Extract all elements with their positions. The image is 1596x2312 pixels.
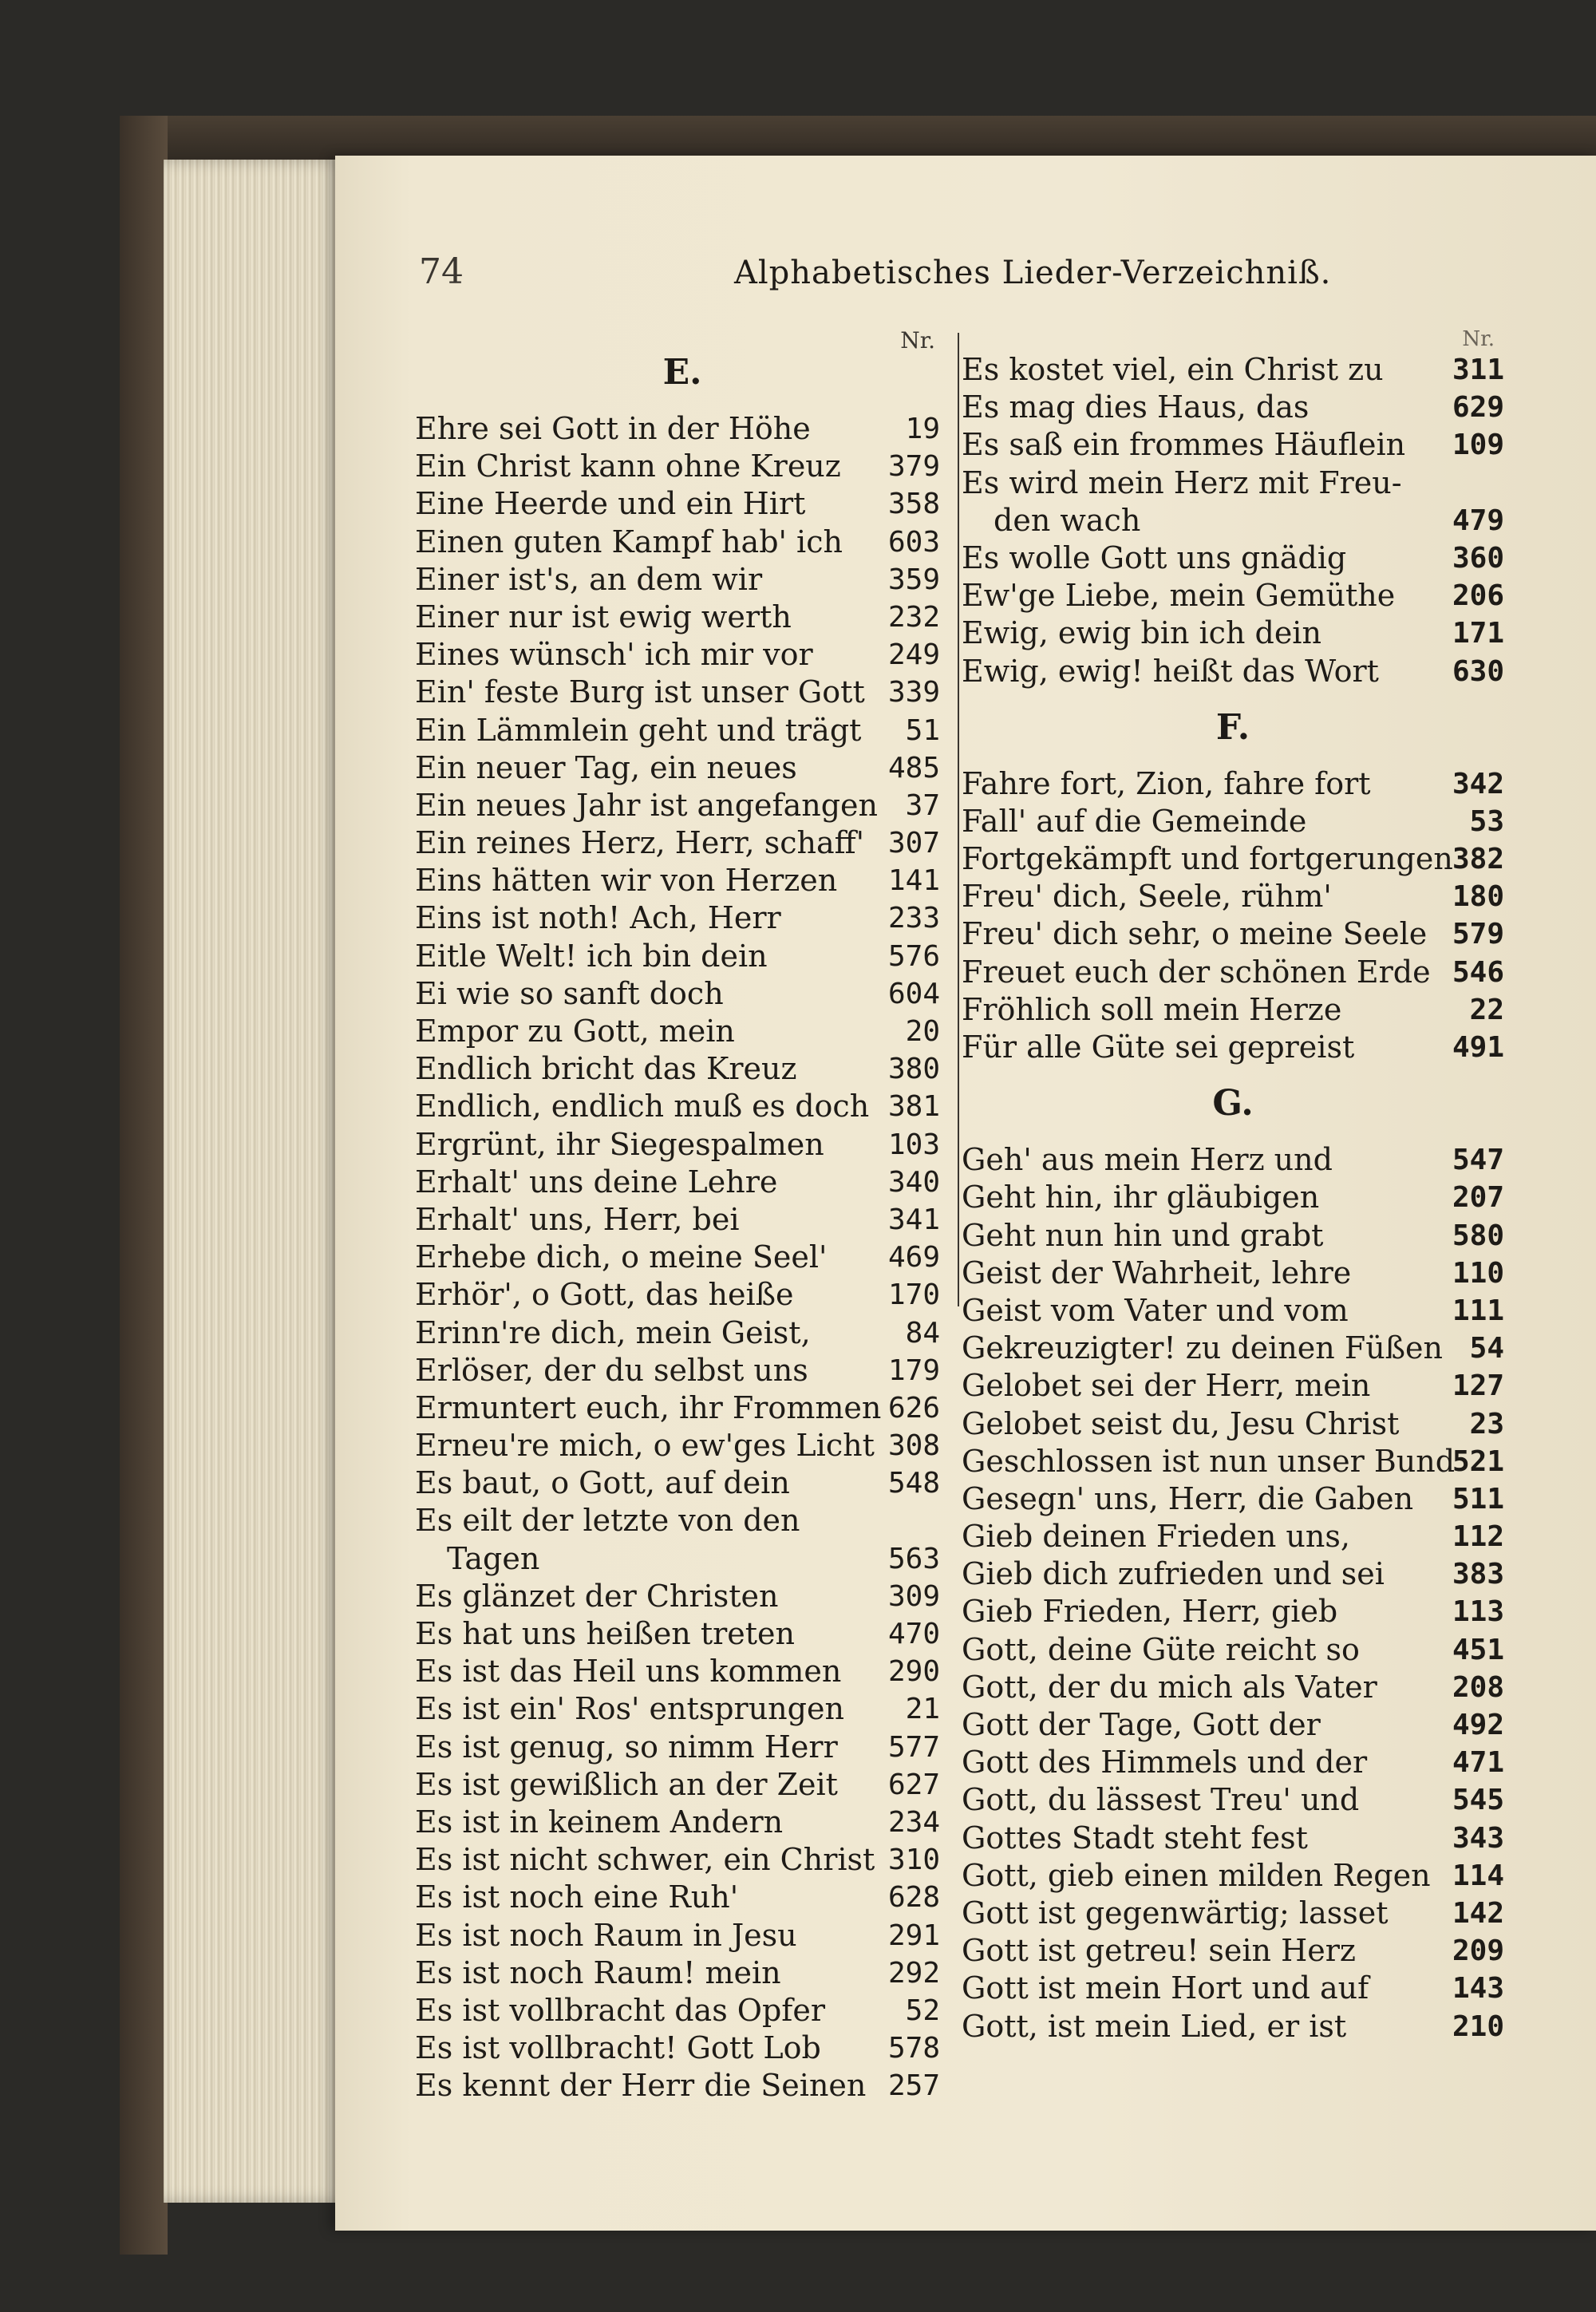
list-item [415,1389,950,1427]
hymn-title: Gott, der du mich als Vater [962,1669,1377,1705]
hymn-title: Ein Lämmlein geht und trägt [415,712,862,748]
hymn-number: 548 [887,1467,940,1500]
list-item [415,1201,950,1239]
hymn-title: Ewig, ewig! heißt das Wort [962,653,1379,689]
hymn-number: 360 [1452,541,1504,575]
list-item [962,653,1504,690]
list-item [415,749,950,787]
hymn-title: Fahre fort, Zion, fahre fort [962,765,1371,801]
list-item [415,448,950,485]
hymn-number: 291 [887,1919,940,1952]
hymn-title: Es saß ein frommes Häuflein [962,427,1406,463]
list-item [415,1352,950,1389]
hymn-title: Fall' auf die Gemeinde [962,803,1307,839]
hymn-title: Ehre sei Gott in der Höhe [415,411,811,446]
list-item [415,1954,950,1992]
hymn-number: 628 [887,1881,940,1915]
hymn-title: Es kostet viel, ein Christ zu [962,352,1384,387]
hymn-number: 257 [887,2069,940,2103]
hymn-number: 630 [1452,654,1504,688]
right-list [962,351,1504,2045]
hymn-title: Es ist vollbracht das Opfer [415,1992,825,2028]
hymn-title: Eine Heerde und ein Hirt [415,486,806,522]
hymn-number: 20 [905,1015,940,1048]
list-item [415,1653,950,1690]
hymn-title: Gieb Frieden, Herr, gieb [962,1594,1338,1630]
hymn-number: 52 [905,1994,940,2027]
list-item [415,1841,950,1879]
hymn-number: 580 [1452,1219,1504,1252]
hymn-title: Es kennt der Herr die Seinen [415,2068,867,2104]
hymn-number: 210 [1452,2010,1504,2043]
list-item [415,1314,950,1352]
list-item [962,1593,1504,1630]
hymn-number: 53 [1469,804,1504,838]
hymn-number: 451 [1452,1633,1504,1666]
hymn-number: 470 [887,1618,940,1650]
hymn-title: Es ist gewißlich an der Zeit [415,1766,838,1802]
list-item [962,1217,1504,1255]
list-item [415,824,950,862]
hymn-title: Gottes Stadt steht fest [962,1820,1308,1856]
hymn-number: 521 [1452,1445,1504,1478]
hymn-title: Ein neues Jahr ist angefangen [415,787,878,823]
list-item [415,524,950,561]
hymn-number: 339 [887,676,940,709]
list-item [415,1088,950,1125]
hymn-title: Eitle Welt! ich bin dein [415,938,768,974]
hymn-number: 381 [887,1090,940,1124]
hymn-number: 54 [1469,1332,1504,1365]
hymn-title: Es ist noch Raum in Jesu [415,1917,797,1953]
hymn-title: Ewig, ewig bin ich dein [962,615,1321,651]
list-item [962,803,1504,840]
list-item [962,1029,1504,1066]
hymn-title: Es eilt der letzte von den [415,1503,800,1539]
list-item [962,991,1504,1029]
hymn-number: 179 [887,1354,940,1387]
hymn-number: 127 [1452,1369,1504,1403]
hymn-title: Erneu're mich, o ew'ges Licht [415,1428,875,1464]
list-item [415,485,950,523]
hymn-title: Gott, gieb einen milden Regen [962,1857,1431,1893]
list-item [962,1857,1504,1895]
list-item [962,1255,1504,1292]
hymn-number: 209 [1452,1935,1504,1968]
hymn-number: 249 [887,638,940,672]
hymn-number: 359 [887,563,940,596]
list-item [415,636,950,674]
list-item [962,1179,1504,1216]
hymn-number: 547 [1452,1144,1504,1177]
hymn-title: Es ist genug, so nimm Herr [415,1729,838,1765]
list-item [962,426,1504,464]
hymn-title: Erhalt' uns, Herr, bei [415,1201,740,1237]
section-letter-e: E. [662,352,702,393]
hymn-title: Geschlossen ist nun unser Bund [962,1443,1456,1479]
right-entries-f [962,765,1504,1067]
hymn-number: 110 [1452,1256,1504,1290]
hymn-number: 379 [887,450,940,484]
list-item [962,389,1504,426]
hymn-title: Tagen [447,1540,540,1576]
hymn-number: 629 [1452,391,1504,425]
hymn-number: 577 [887,1730,940,1764]
list-item [962,577,1504,615]
hymn-number: 170 [887,1279,940,1312]
list-item [415,561,950,599]
list-item [415,1690,950,1728]
hymn-number: 21 [905,1693,940,1726]
hymn-number: 380 [887,1053,940,1086]
hymn-title: Gott, du lässest Treu' und [962,1782,1360,1818]
list-item [415,1804,950,1841]
hymn-number: 51 [905,713,940,747]
running-head [335,251,1596,299]
hymn-title: Erhebe dich, o meine Seel' [415,1239,828,1275]
hymn-number: 604 [887,977,940,1010]
hymn-title: Geht hin, ihr gläubigen [962,1180,1320,1215]
list-item [415,1126,950,1164]
hymn-number: 341 [887,1203,940,1236]
hymn-number: 207 [1452,1181,1504,1215]
hymn-title: Geist der Wahrheit, lehre [962,1255,1352,1290]
hymn-number: 563 [887,1542,940,1575]
list-item [415,787,950,824]
list-item [962,1405,1504,1443]
hymn-number: 576 [887,939,940,973]
hymn-title: Gieb dich zufrieden und sei [962,1556,1385,1592]
list-item [962,1367,1504,1405]
hymn-number: 232 [887,600,940,634]
hymn-title: Empor zu Gott, mein [415,1014,735,1049]
hymn-title: Gieb deinen Frieden uns, [962,1519,1350,1555]
list-item [415,1050,950,1088]
list-item [415,1540,950,1578]
list-item [962,2008,1504,2045]
hymn-number: 546 [1452,955,1504,989]
hymn-title: Für alle Güte sei gepreist [962,1030,1355,1065]
hymn-title: Gelobet seist du, Jesu Christ [962,1405,1400,1441]
list-item [962,615,1504,652]
hymn-number: 208 [1452,1670,1504,1704]
hymn-number: 143 [1452,1972,1504,2006]
list-item [962,954,1504,991]
list-item [962,1932,1504,1970]
list-item [415,1615,950,1653]
hymn-title: Endlich, endlich muß es doch [415,1089,870,1124]
list-item [415,1766,950,1804]
hymn-title: Einen guten Kampf hab' ich [415,524,843,559]
list-item [415,975,950,1013]
hymn-number: 627 [887,1768,940,1801]
page-block-edges [164,160,347,2203]
list-item [415,410,950,448]
hymn-number: 141 [887,864,940,898]
hymn-title: Ei wie so sanft doch [415,975,724,1011]
list-item [415,1276,950,1314]
hymn-number: 311 [1452,354,1504,386]
list-item [962,915,1504,953]
hymn-number: 84 [905,1316,940,1350]
hymn-title: Gott des Himmels und der [962,1745,1368,1780]
list-item [962,1970,1504,2007]
hymn-title: Es ist nicht schwer, ein Christ [415,1842,875,1878]
hymn-number: 491 [1452,1031,1504,1064]
hymn-title: Gesegn' uns, Herr, die Gaben [962,1480,1414,1516]
list-item [962,1480,1504,1518]
list-item [962,1443,1504,1480]
hymn-number: 479 [1452,504,1504,537]
list-item [962,351,1504,389]
hymn-title: Erlöser, der du selbst uns [415,1352,808,1388]
page-title: Alphabetisches Lieder-Verzeichniß. [734,255,1332,291]
hymn-title: Ein' feste Burg ist unser Gott [415,674,865,710]
column-divider [958,333,959,1306]
hymn-number: 626 [887,1391,940,1425]
hymn-number: 180 [1452,880,1504,914]
list-item [415,899,950,937]
hymn-number: 309 [887,1579,940,1613]
hymn-title: Ein neuer Tag, ein neues [415,749,797,785]
hymn-number: 171 [1452,617,1504,650]
hymn-title: Gott ist getreu! sein Herz [962,1933,1356,1969]
hymn-title: Gott ist gegenwärtig; lasset [962,1895,1389,1931]
hymn-number: 23 [1469,1407,1504,1441]
list-item [962,1781,1504,1819]
hymn-title: Gott, deine Güte reicht so [962,1631,1360,1667]
hymn-title: Eins hätten wir von Herzen [415,863,838,899]
list-item [415,1427,950,1464]
list-item [962,1518,1504,1555]
right-entries-e [962,351,1504,690]
list-item [415,1729,950,1766]
hymn-number: 358 [887,488,940,521]
hymn-title: Gott der Tage, Gott der [962,1707,1321,1742]
list-item [415,2067,950,2105]
hymn-title: Fröhlich soll mein Herze [962,991,1342,1027]
list-item [962,1330,1504,1367]
list-item [962,765,1504,803]
list-item [962,1141,1504,1179]
list-item [415,2029,950,2067]
nr-column-label: Nr. [1462,327,1495,351]
list-item [962,539,1504,577]
hymn-number: 233 [887,902,940,935]
hymn-number: 471 [1452,1746,1504,1780]
hymn-number: 206 [1452,579,1504,613]
list-item [962,1669,1504,1706]
hymn-number: 492 [1452,1709,1504,1741]
hymn-number: 109 [1452,429,1504,462]
hymn-title: Gelobet sei der Herr, mein [962,1368,1371,1404]
hymn-title: Einer nur ist ewig werth [415,599,792,634]
hymn-title: Gott ist mein Hort und auf [962,1970,1369,2006]
hymn-title: Es mag dies Haus, das [962,389,1310,425]
hymn-number: 22 [1469,993,1504,1026]
hymn-number: 113 [1452,1595,1504,1629]
list-item [415,1239,950,1276]
hymn-number: 383 [1452,1558,1504,1591]
hymn-number: 310 [887,1844,940,1877]
hymn-title: Es ist noch Raum! mein [415,1954,781,1990]
hymn-title: Es ist noch eine Ruh' [415,1879,739,1915]
hymn-number: 290 [887,1655,940,1689]
hymn-title: Ein reines Herz, Herr, schaff' [415,825,865,861]
list-item [962,502,1504,539]
hymn-number: 19 [905,413,940,445]
hymn-number: 469 [887,1241,940,1275]
right-entries-g [962,1141,1504,2045]
hymn-number: 307 [887,827,940,860]
list-item [415,1013,950,1050]
book-page [335,156,1596,2231]
list-item [415,674,950,711]
hymn-number: 343 [1452,1821,1504,1855]
hymn-title: Es ist in keinem Andern [415,1804,784,1840]
hymn-title: Freuet euch der schönen Erde [962,954,1431,990]
hymn-number: 114 [1452,1859,1504,1892]
list-item [962,1744,1504,1781]
hymn-number: 511 [1452,1482,1504,1516]
list-item [962,1820,1504,1857]
hymn-title: Es glänzet der Christen [415,1578,779,1614]
hymn-number: 142 [1452,1896,1504,1930]
list-item [415,938,950,975]
hymn-number: 382 [1452,843,1504,876]
hymn-number: 485 [887,751,940,784]
list-item [415,1164,950,1201]
hymn-title: Freu' dich sehr, o meine Seele [962,916,1428,952]
hymn-title: Eines wünsch' ich mir vor [415,637,813,673]
hymn-number: 103 [887,1128,940,1161]
hymn-title: Gott, ist mein Lied, er ist [962,2008,1347,2044]
page-number: 74 [419,251,464,292]
hymn-title: Ergrünt, ihr Siegespalmen [415,1126,824,1162]
list-item [415,712,950,749]
list-item [415,1992,950,2029]
left-entries [415,410,950,2105]
hymn-number: 603 [887,525,940,559]
hymn-title: Geist vom Vater und vom [962,1292,1349,1328]
hymn-title: Ew'ge Liebe, mein Gemüthe [962,578,1396,614]
list-item [962,464,1504,502]
left-list [415,335,950,2105]
list-item [415,1879,950,1916]
hymn-number: 342 [1452,767,1504,800]
list-item [962,1292,1504,1330]
hymn-title: Endlich bricht das Kreuz [415,1051,797,1087]
section-letter-f: F. [1215,706,1250,748]
hymn-title: Freu' dich, Seele, rühm' [962,879,1332,915]
hymn-number: 308 [887,1429,940,1463]
list-item [962,840,1504,878]
list-item [415,1578,950,1615]
hymn-title: Ermuntert euch, ihr Frommen [415,1389,882,1425]
section-letter-g: G. [1212,1083,1254,1124]
hymn-title: Eins ist noth! Ach, Herr [415,900,781,936]
list-item [962,1631,1504,1669]
hymn-title: Erhalt' uns deine Lehre [415,1164,778,1199]
book-cover-spine [120,116,168,2255]
hymn-title: Einer ist's, an dem wir [415,561,763,597]
hymn-title: Es ist vollbracht! Gott Lob [415,2030,821,2066]
hymn-number: 37 [905,788,940,822]
hymn-title: Erhör', o Gott, das heiße [415,1277,794,1313]
list-item [415,862,950,899]
hymn-number: 578 [887,2032,940,2065]
hymn-title: Es ist das Heil uns kommen [415,1654,842,1690]
list-item [962,1706,1504,1744]
hymn-title: Geh' aus mein Herz und [962,1142,1333,1178]
hymn-title: Fortgekämpft und fortgerungen [962,841,1453,877]
hymn-number: 340 [887,1165,940,1199]
hymn-number: 292 [887,1956,940,1990]
hymn-number: 111 [1452,1294,1504,1327]
hymn-number: 579 [1452,918,1504,951]
hymn-title: den wach [994,502,1141,538]
hymn-title: Es ist ein' Ros' entsprungen [415,1691,844,1727]
hymn-title: Gekreuzigter! zu deinen Füßen [962,1330,1444,1366]
hymn-title: Ein Christ kann ohne Kreuz [415,449,841,484]
list-item [415,1464,950,1502]
hymn-number: 545 [1452,1784,1504,1817]
hymn-number: 112 [1452,1520,1504,1554]
hymn-number: 234 [887,1805,940,1839]
list-item [415,1917,950,1954]
list-item [962,1555,1504,1593]
list-item [962,878,1504,915]
list-item [415,599,950,636]
hymn-title: Geht nun hin und grabt [962,1217,1324,1253]
nr-column-label: Nr. [900,327,935,354]
list-item [962,1895,1504,1932]
hymn-title: Es wolle Gott uns gnädig [962,539,1347,575]
hymn-title: Es baut, o Gott, auf dein [415,1465,790,1501]
list-item [415,1502,950,1539]
hymn-title: Es hat uns heißen treten [415,1616,796,1651]
hymn-title: Erinn're dich, mein Geist, [415,1314,811,1350]
hymn-title: Es wird mein Herz mit Freu- [962,464,1402,500]
